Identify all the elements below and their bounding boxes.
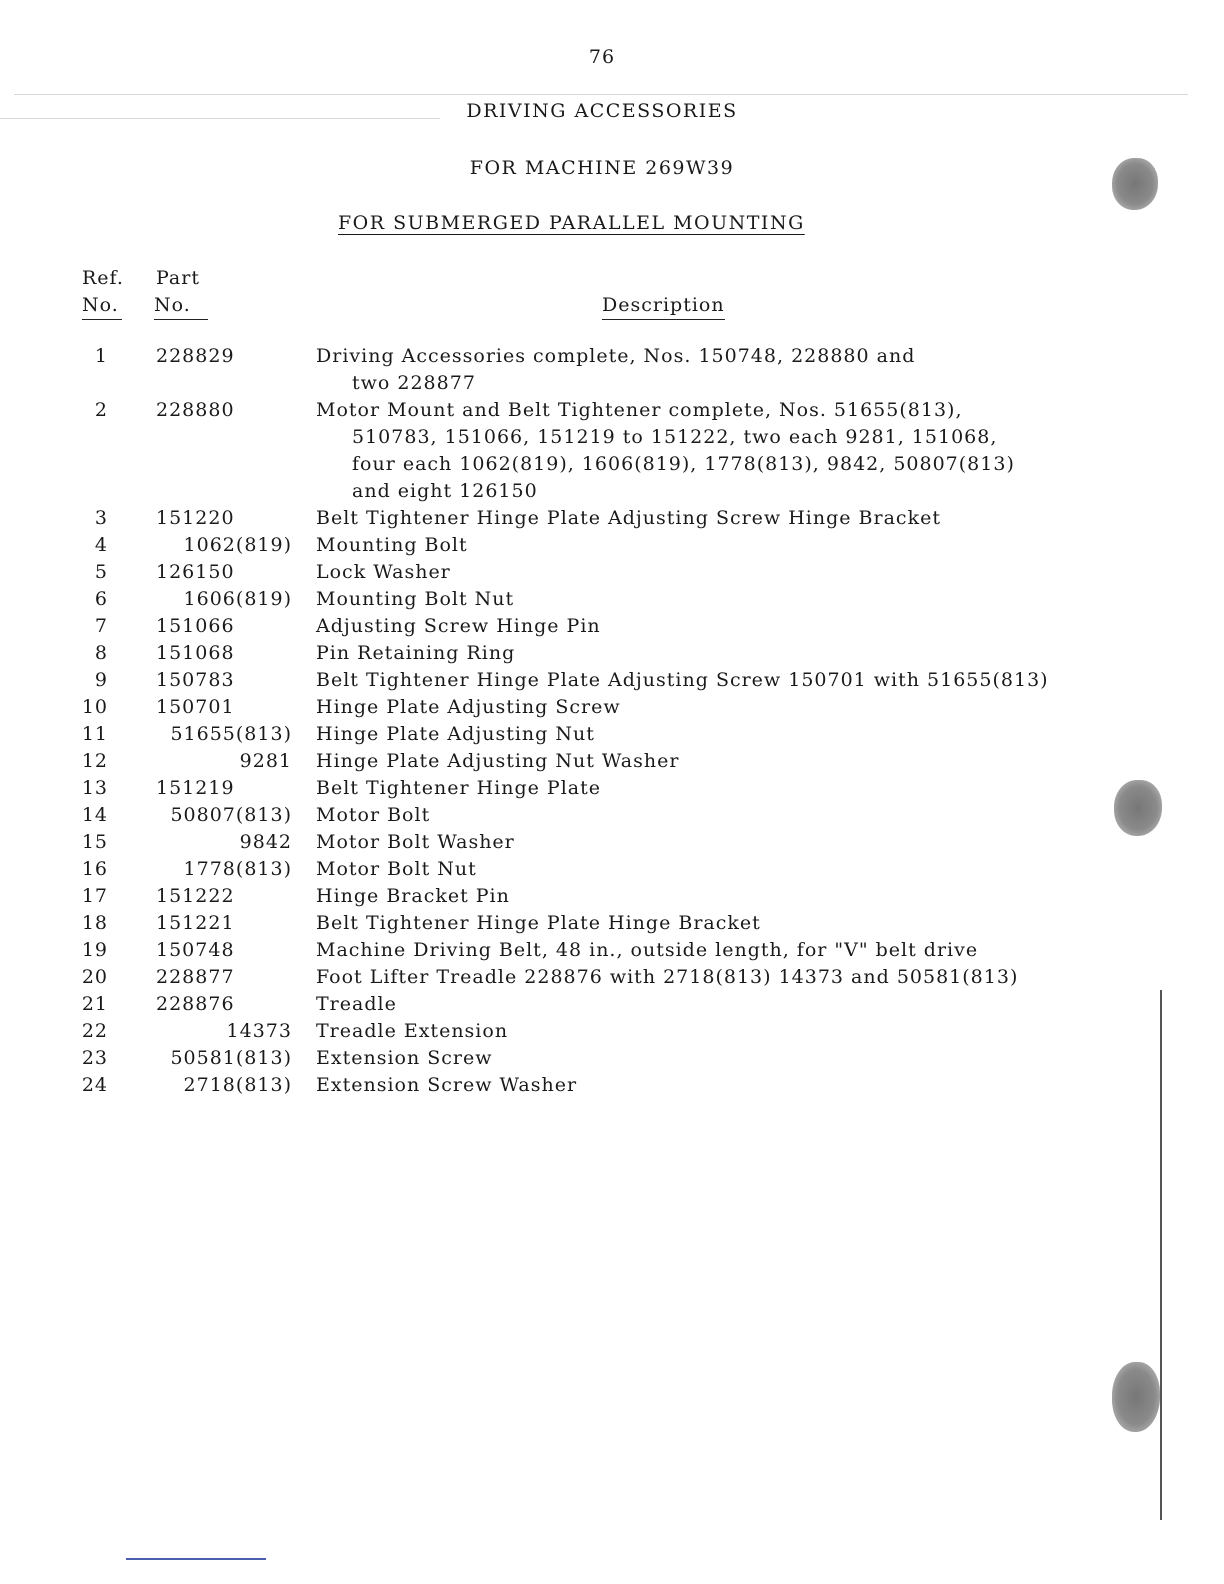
part-number: 151066 xyxy=(156,615,235,637)
description xyxy=(316,775,1166,802)
description-text: Lock Washer xyxy=(316,561,451,583)
scan-edge xyxy=(1160,990,1162,1520)
description xyxy=(316,883,1166,910)
description-continuation: two 228877 xyxy=(352,372,476,394)
description-text: Hinge Plate Adjusting Nut xyxy=(316,723,595,745)
ref-number: 3 xyxy=(94,507,108,529)
description-continuation: 510783, 151066, 151219 to 151222, two each 9281, 151068, xyxy=(352,426,998,448)
scan-mark-bottom xyxy=(126,1558,266,1560)
description-text: Hinge Plate Adjusting Nut Washer xyxy=(316,750,680,772)
description-text: Treadle Extension xyxy=(316,1020,509,1042)
part-number: 126150 xyxy=(156,561,235,583)
punch-hole-mark xyxy=(1112,1362,1160,1432)
ref-number: 20 xyxy=(81,966,108,988)
description xyxy=(316,829,1166,856)
ref-number: 18 xyxy=(81,912,108,934)
ref-number: 6 xyxy=(94,588,108,610)
table-row xyxy=(0,991,1224,1018)
table-row xyxy=(0,343,1224,397)
part-number: 9281 xyxy=(239,750,292,772)
ref-number: 7 xyxy=(94,615,108,637)
header-ref: Ref. xyxy=(82,267,124,289)
description xyxy=(316,667,1166,694)
ref-number: 2 xyxy=(94,399,108,421)
description xyxy=(316,1045,1166,1072)
description-text: Mounting Bolt xyxy=(316,534,468,556)
punch-hole-mark xyxy=(1112,158,1158,210)
description-continuation: four each 1062(819), 1606(819), 1778(813), 9842, 50807(813) xyxy=(352,453,1015,475)
part-number: 150783 xyxy=(156,669,235,691)
part-number: 228880 xyxy=(156,399,235,421)
description xyxy=(316,856,1166,883)
ref-number: 23 xyxy=(81,1047,108,1069)
part-number: 1606(819) xyxy=(183,588,292,610)
table-row xyxy=(0,505,1224,532)
description-text: Foot Lifter Treadle 228876 with 2718(813) 14373 and 50581(813) xyxy=(316,966,1019,988)
part-number: 228877 xyxy=(156,966,235,988)
table-row xyxy=(0,586,1224,613)
table-row xyxy=(0,802,1224,829)
table-row xyxy=(0,721,1224,748)
description xyxy=(316,937,1166,964)
description xyxy=(316,613,1166,640)
description xyxy=(316,991,1166,1018)
section-title: DRIVING ACCESSORIES xyxy=(466,100,738,122)
description xyxy=(316,343,1166,397)
header-description: Description xyxy=(602,294,725,320)
ref-number: 13 xyxy=(81,777,108,799)
ref-number: 22 xyxy=(81,1020,108,1042)
part-number: 151221 xyxy=(156,912,235,934)
description-text: Hinge Bracket Pin xyxy=(316,885,510,907)
table-row xyxy=(0,856,1224,883)
description-continuation: and eight 126150 xyxy=(352,480,538,502)
table-row xyxy=(0,397,1224,505)
table-row xyxy=(0,937,1224,964)
part-number: 151068 xyxy=(156,642,235,664)
ref-number: 8 xyxy=(94,642,108,664)
ref-number: 14 xyxy=(81,804,108,826)
table-row xyxy=(0,910,1224,937)
description-text: Hinge Plate Adjusting Screw xyxy=(316,696,621,718)
table-row xyxy=(0,667,1224,694)
description-text: Machine Driving Belt, 48 in., outside length, for "V" belt drive xyxy=(316,939,979,961)
part-number: 151220 xyxy=(156,507,235,529)
description-text: Pin Retaining Ring xyxy=(316,642,516,664)
ref-number: 16 xyxy=(81,858,108,880)
table-row xyxy=(0,748,1224,775)
part-number: 1062(819) xyxy=(183,534,292,556)
part-number: 228876 xyxy=(156,993,235,1015)
table-row xyxy=(0,532,1224,559)
description xyxy=(316,748,1166,775)
mounting-title: FOR SUBMERGED PARALLEL MOUNTING xyxy=(338,212,805,234)
description xyxy=(316,505,1166,532)
part-number: 51655(813) xyxy=(170,723,292,745)
part-number: 151219 xyxy=(156,777,235,799)
description-text: Driving Accessories complete, Nos. 150748, 228880 and xyxy=(316,345,916,367)
parts-list xyxy=(0,343,1224,1099)
description-text: Mounting Bolt Nut xyxy=(316,588,515,610)
part-number: 2718(813) xyxy=(183,1074,292,1096)
ref-number: 12 xyxy=(81,750,108,772)
table-row xyxy=(0,559,1224,586)
description-text: Belt Tightener Hinge Plate Adjusting Screw 150701 with 51655(813) xyxy=(316,669,1049,691)
description xyxy=(316,910,1166,937)
ref-number: 17 xyxy=(81,885,108,907)
part-number: 9842 xyxy=(239,831,292,853)
ref-number: 5 xyxy=(94,561,108,583)
description xyxy=(316,640,1166,667)
description xyxy=(316,964,1166,991)
header-ref-no: No. xyxy=(82,294,122,320)
page-number: 76 xyxy=(588,46,616,68)
description-text: Belt Tightener Hinge Plate xyxy=(316,777,601,799)
part-number: 50581(813) xyxy=(170,1047,292,1069)
table-row xyxy=(0,640,1224,667)
table-row xyxy=(0,1045,1224,1072)
description xyxy=(316,721,1166,748)
table-row xyxy=(0,613,1224,640)
part-number: 1778(813) xyxy=(183,858,292,880)
description xyxy=(316,1018,1166,1045)
scan-rule-top xyxy=(14,94,1188,95)
ref-number: 1 xyxy=(94,345,108,367)
description xyxy=(316,397,1166,505)
header-part: Part xyxy=(156,267,200,289)
ref-number: 15 xyxy=(81,831,108,853)
description-text: Motor Mount and Belt Tightener complete, Nos. 51655(813), xyxy=(316,399,963,421)
description xyxy=(316,586,1166,613)
description-text: Belt Tightener Hinge Plate Adjusting Screw Hinge Bracket xyxy=(316,507,941,529)
part-number: 150748 xyxy=(156,939,235,961)
description xyxy=(316,559,1166,586)
table-row xyxy=(0,694,1224,721)
ref-number: 4 xyxy=(94,534,108,556)
description-text: Motor Bolt Washer xyxy=(316,831,515,853)
machine-title: FOR MACHINE 269W39 xyxy=(469,157,735,179)
description xyxy=(316,802,1166,829)
description-text: Adjusting Screw Hinge Pin xyxy=(316,615,601,637)
part-number: 228829 xyxy=(156,345,235,367)
table-row xyxy=(0,1018,1224,1045)
table-row xyxy=(0,1072,1224,1099)
description-text: Motor Bolt xyxy=(316,804,431,826)
ref-number: 11 xyxy=(81,723,108,745)
ref-number: 9 xyxy=(94,669,108,691)
punch-hole-mark xyxy=(1114,780,1162,836)
table-row xyxy=(0,829,1224,856)
description-text: Motor Bolt Nut xyxy=(316,858,477,880)
header-part-no: No. xyxy=(154,294,208,320)
table-row xyxy=(0,964,1224,991)
part-number: 50807(813) xyxy=(170,804,292,826)
description-text: Belt Tightener Hinge Plate Hinge Bracket xyxy=(316,912,761,934)
description-text: Extension Screw xyxy=(316,1047,493,1069)
ref-number: 21 xyxy=(81,993,108,1015)
ref-number: 19 xyxy=(81,939,108,961)
description xyxy=(316,1072,1166,1099)
part-number: 151222 xyxy=(156,885,235,907)
part-number: 14373 xyxy=(226,1020,292,1042)
description-text: Treadle xyxy=(316,993,397,1015)
part-number: 150701 xyxy=(156,696,235,718)
ref-number: 24 xyxy=(81,1074,108,1096)
description-text: Extension Screw Washer xyxy=(316,1074,578,1096)
ref-number: 10 xyxy=(81,696,108,718)
description xyxy=(316,532,1166,559)
table-row xyxy=(0,883,1224,910)
table-row xyxy=(0,775,1224,802)
description xyxy=(316,694,1166,721)
